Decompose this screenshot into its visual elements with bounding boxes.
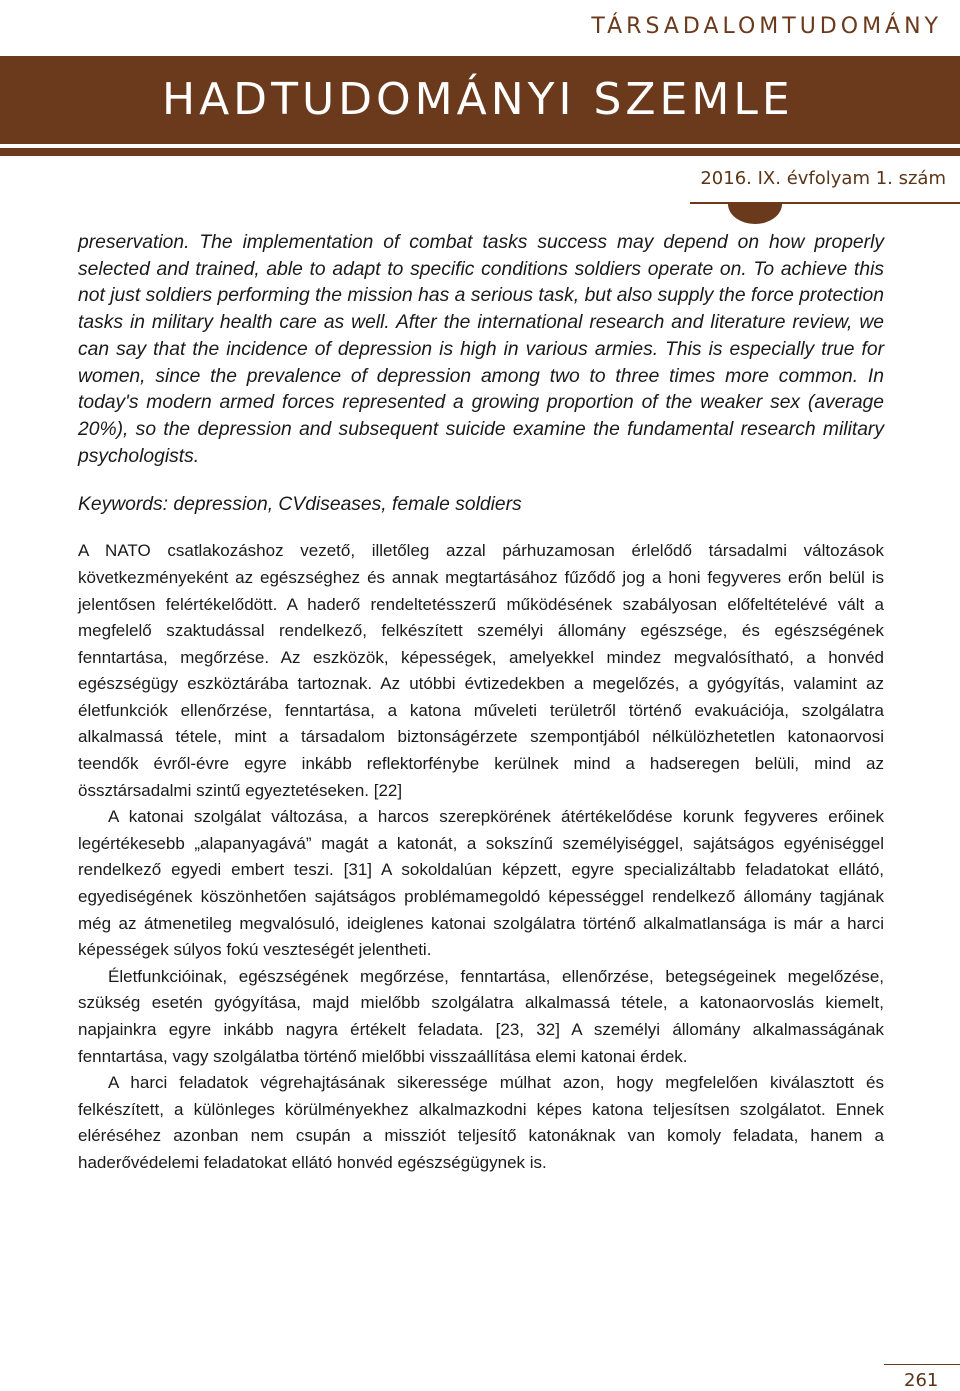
header-stripe — [0, 148, 960, 156]
issue-info: 2016. IX. évfolyam 1. szám — [700, 168, 946, 189]
abstract: preservation. The implementation of combat tasks success may depend on how properly selected and trained, able to adapt to specific conditions soldiers operate on. To achieve this not just soldiers performing the mission has a serious task, but also supply the force protection tasks in military health care as well. After the international research and literature review, we can say that the incidence of depression is high in various armies. This is especially true for women, since the prevalence of depression among two to three times more common. In today's modern armed forces represented a growing proportion of the weaker sex (average 20%), so the depression and subsequent suicide examine the fundamental research military psychologists. — [78, 232, 884, 467]
body-paragraph-4: A harci feladatok végrehajtásának sikeressége múlhat azon, hogy megfelelően kiválasztott és felkészített, a különleges körülményekhez alkalmazkodni képes katona teljesítsen szolgálatot. Ennek eléréséhez azonban nem csupán a missziót teljesítő katonáknak van komoly feladata, hanem a haderővédelemi feladatokat ellátó honvéd egészségügynek is. — [78, 1073, 884, 1172]
decorative-tab-icon — [728, 204, 782, 224]
body-paragraph-2: A katonai szolgálat változása, a harcos szerepkörének átértékelődése korunk fegyveres erőinek legértékesebb „alapanyagává” magát a katonát, a sokszínű személyiséggel, sajátságos egyéniséggel rendelkező egyedi embert teszi. [31] A sokoldalúan képzett, egyre specializáltabb feladatokat ellátó, egyediségének köszönhetően sajátságos problémamegoldó képességgel rendelkező állomány tagjának még az átmenetileg megvalósuló, ideiglenes katonai szolgálatra történő alkalmatlansága is már a harci képességek súlyos fokú veszteségét jelentheti. — [78, 807, 884, 960]
body-paragraph-3: Életfunkcióinak, egészségének megőrzése, fenntartása, ellenőrzése, betegségeinek megelőzése, szükség esetén gyógyítása, majd mielőbb szolgálatra alkalmassá tétele, a katonaorvoslás kiemelt, napjainkra egyre inkább nagyra értékelt feladata. [23, 32] A személyi állomány alkalmasságának fenntartása, vagy szolgálatba történő mielőbbi visszaállítása elemi katonai érdek. — [78, 966, 884, 1066]
page-number-rule — [884, 1364, 960, 1365]
journal-title: HADTUDOMÁNYI SZEMLE — [162, 74, 794, 125]
page-number: 261 — [904, 1370, 939, 1391]
section-label: TÁRSADALOMTUDOMÁNY — [591, 14, 942, 39]
keywords: Keywords: depression, CVdiseases, female soldiers — [78, 494, 522, 516]
body-paragraph-1: A NATO csatlakozáshoz vezető, illetőleg azzal párhuzamosan érlelődő társadalmi változások következményeként az egészséghez és annak megtartásához fűződő jog a honi fegyveres erőn belül is jelentősen felértékelődött. A haderő rendeltetésszerű működésének szabályosan előfeltételévé vált a megfelelő szaktudással rendelkező, felkészített személyi állomány egészsége, és egészségének fenntartása, megőrzése. Az eszközök, képességek, amelyekkel mindez megvalósítható, a honvéd egészségügy eszköztárába tartoznak. Az utóbbi évtizedekben a megelőzés, a gyógyítás, valamint az életfunkciók ellenőrzése, fenntartása, a katona műveleti területről történő evakuációja, szolgálatra alkalmassá tétele, mint a társadalom biztonságérzete szempontjából nélkülözhetetlen katonaorvosi teendők évről-évre egyre inkább reflektorfénybe kerülnek mind a hadseregen belüli, mind az össztársadalmi szintű egyeztetéseken. [22] — [78, 541, 884, 800]
article-content — [78, 230, 884, 1177]
